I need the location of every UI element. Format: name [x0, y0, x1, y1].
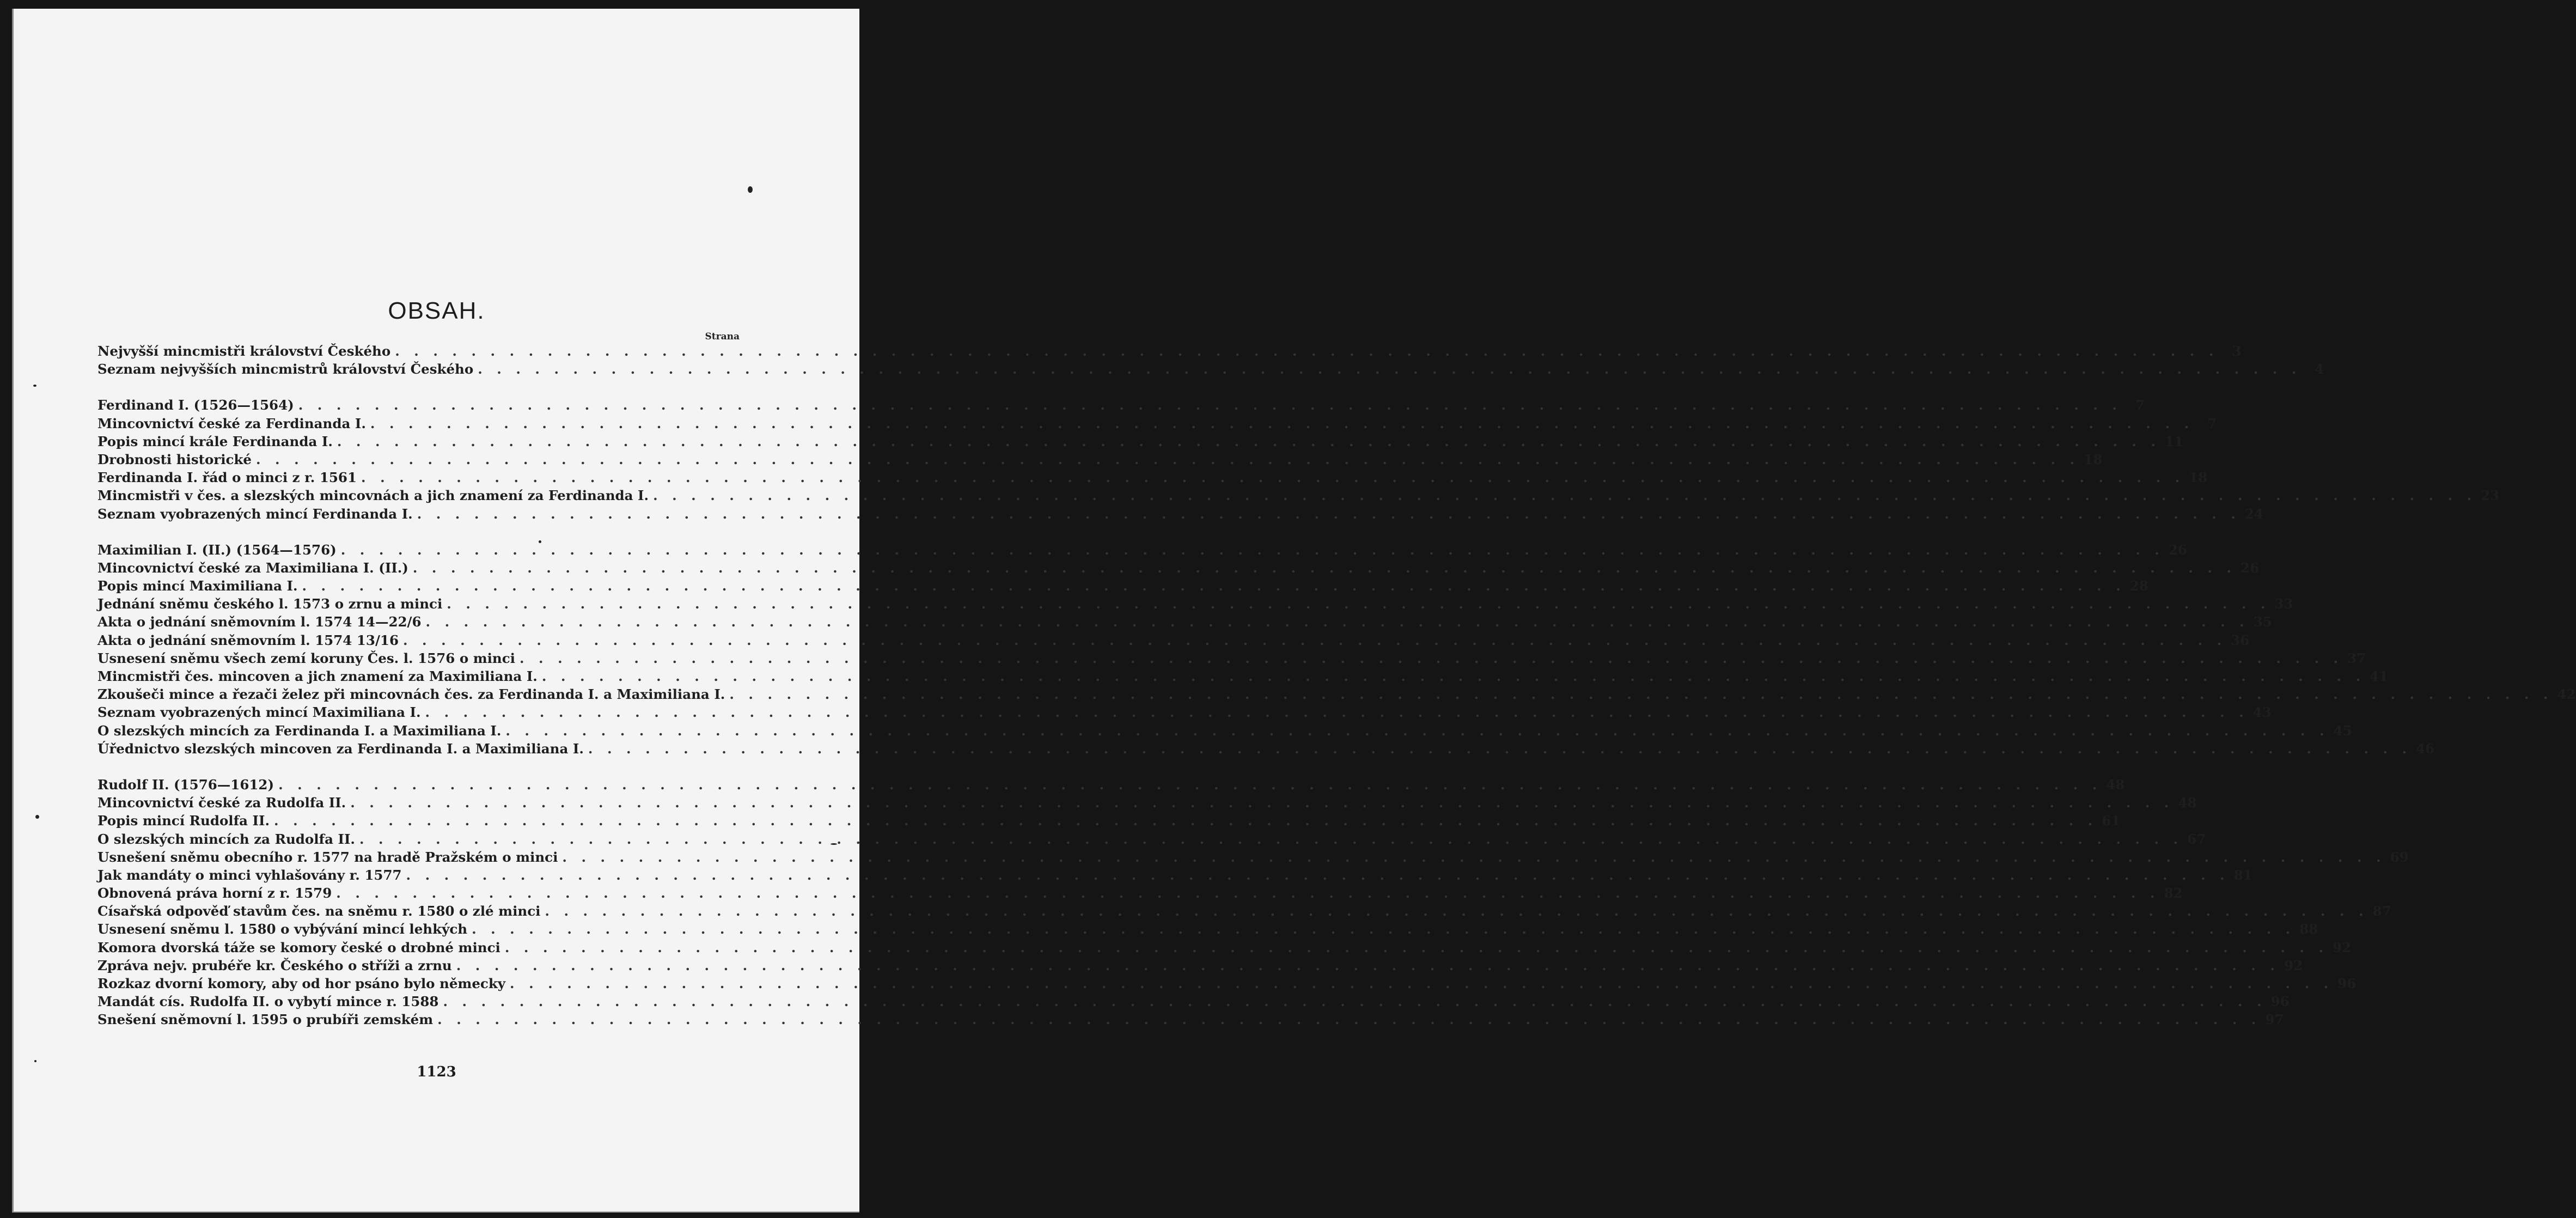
toc-entry — [97, 470, 2208, 488]
dot-leader — [729, 686, 2553, 702]
dot-leader — [350, 795, 2174, 811]
toc-entry-title: Jednání sněmu českého l. 1573 o zrnu a minci — [97, 596, 443, 612]
toc-entry — [97, 903, 2391, 921]
dot-leader — [302, 578, 2126, 594]
toc-entry-title: Mandát cís. Rudolfa II. o vybytí mince r. 1588 — [97, 994, 439, 1010]
toc-entry-title: Nejvyšší mincmistři království Českého — [97, 343, 391, 359]
toc-entry-page: 45 — [2333, 722, 2352, 739]
dot-leader — [370, 416, 2194, 431]
toc-entry — [97, 614, 2272, 632]
toc-entry-page: 18 — [2084, 451, 2103, 467]
toc-entry — [97, 831, 2206, 849]
toc-entry — [97, 488, 2500, 506]
dot-leader — [443, 994, 2266, 1009]
toc-group-maximilian — [97, 541, 2576, 759]
toc-entry-page: 41 — [2369, 668, 2389, 684]
toc-entry — [97, 704, 2272, 722]
toc-entry-title: Zkoušeči mince a řezači želez při mincovnách čes. za Ferdinanda I. a Maximiliana I. — [97, 686, 725, 703]
dot-leader — [298, 397, 2122, 413]
toc-entry — [97, 686, 2576, 704]
toc-entry — [97, 849, 2409, 867]
toc-entry — [97, 957, 2303, 976]
toc-entry-title: Rozkaz dvorní komory, aby od hor psáno bylo německy — [97, 976, 506, 991]
toc-entry — [97, 921, 2318, 939]
toc-entry — [97, 361, 2324, 379]
toc-entry-title: Jak mandáty o minci vyhlašovány r. 1577 — [97, 867, 402, 883]
dot-leader — [426, 614, 2249, 630]
toc-entry-title: Usnesení sněmu všech zemí koruny Čes. l. 1576 o minci — [97, 650, 515, 666]
toc-entry-page: 42 — [2557, 686, 2576, 703]
toc-entry-title: Akta o jednání sněmovním l. 1574 13/16 — [97, 632, 399, 648]
toc-entry-page: 36 — [2231, 632, 2250, 648]
toc-entry-title: Popis mincí Maximiliana I. — [97, 578, 298, 594]
dot-leader — [395, 343, 2218, 359]
dot-leader — [562, 849, 2385, 865]
toc-entry-page: 67 — [2187, 831, 2206, 847]
toc-entry — [97, 776, 2125, 795]
toc-entry-page: 48 — [2106, 776, 2125, 793]
dot-leader — [406, 867, 2230, 883]
dot-leader — [472, 921, 2295, 937]
scan-speck — [748, 186, 753, 193]
toc-entry-page: 61 — [2102, 813, 2121, 829]
toc-entry-title: Akta o jednání sněmovním l. 1574 14—22/6 — [97, 614, 422, 630]
toc-entry-page: 33 — [2274, 596, 2293, 612]
toc-entry — [97, 976, 2357, 994]
toc-entry-title: Snešení sněmovní l. 1595 o prubíři zemském — [97, 1012, 434, 1028]
toc-entry-title: Popis mincí krále Ferdinanda I. — [97, 433, 333, 449]
toc-entry-page: 97 — [2265, 1012, 2284, 1028]
toc-entry — [97, 650, 2366, 668]
dot-leader — [341, 542, 2164, 558]
toc-entry-title: Usnesení sněmu l. 1580 o vybývání mincí lehkých — [97, 921, 468, 937]
toc-entry-title: Císařská odpověď stavům čes. na sněmu r. 1580 o zlé minci — [97, 903, 541, 919]
page-title: OBSAH. — [388, 297, 485, 324]
scanned-page — [12, 9, 2576, 1213]
toc-entry-title: Seznam nejvyšších mincmistrů království Českého — [97, 361, 474, 377]
dot-leader — [413, 560, 2236, 576]
toc-entry-title: Rudolf II. (1576—1612) — [97, 776, 274, 793]
dot-leader — [520, 650, 2343, 666]
toc-entry — [97, 740, 2435, 759]
toc-entry-title: Maximilian I. (II.) (1564—1576) — [97, 541, 337, 558]
page-number: 1123 — [417, 1064, 456, 1080]
toc-entry — [97, 578, 2148, 596]
toc-entry-title: O slezských mincích za Ferdinanda I. a Maximiliana I. — [97, 722, 502, 739]
toc-entry-page: 88 — [2299, 921, 2318, 937]
toc-entry — [97, 722, 2352, 741]
dot-leader — [456, 958, 2280, 973]
dot-leader — [542, 668, 2365, 684]
toc-entry-title: Úřednictvo slezských mincoven za Ferdinanda I. a Maximiliana I. — [97, 740, 584, 757]
dot-leader — [336, 885, 2159, 901]
scan-speck — [33, 385, 36, 387]
toc-entry-title: Mincovnictví české za Maximiliana I. (II.) — [97, 559, 408, 576]
toc-entry-title: Mincovnictví české za Rudolfa II. — [97, 795, 346, 811]
toc-entry-title: Zpráva nejv. prubéře kr. Českého o stříži a zrnu — [97, 957, 452, 973]
toc-entry-page: 7 — [2207, 415, 2217, 431]
table-of-contents — [97, 343, 2576, 1048]
toc-entry-title: Usnešení sněmu obecního r. 1577 na hradě Pražském o minci — [97, 849, 558, 865]
scan-speck — [831, 843, 837, 845]
dot-leader — [653, 488, 2476, 503]
toc-entry — [97, 1012, 2284, 1030]
toc-entry — [97, 813, 2121, 831]
dot-leader — [337, 434, 2160, 449]
toc-entry-title: Ferdinanda I. řád o minci z r. 1561 — [97, 470, 357, 486]
toc-entry-page: 48 — [2178, 795, 2197, 811]
dot-leader — [425, 704, 2249, 720]
toc-entry-page: 87 — [2372, 903, 2391, 919]
dot-leader — [588, 741, 2412, 757]
dot-leader — [545, 903, 2368, 919]
toc-entry-page: 96 — [2337, 976, 2357, 991]
toc-entry-page: 26 — [2168, 541, 2187, 558]
scan-speck — [34, 1060, 36, 1062]
toc-entry-page: 37 — [2347, 650, 2366, 666]
dot-leader — [278, 777, 2102, 793]
toc-entry-page: 82 — [2164, 885, 2183, 902]
dot-leader — [361, 470, 2184, 485]
toc-entry — [97, 632, 2250, 650]
toc-entry — [97, 939, 2352, 958]
dot-leader — [505, 940, 2328, 955]
toc-entry — [97, 343, 2242, 361]
toc-entry-page: 92 — [2284, 957, 2303, 973]
toc-entry-page: 23 — [2481, 488, 2500, 504]
toc-entry-page: 7 — [2135, 397, 2145, 413]
dot-leader — [447, 596, 2270, 612]
toc-entry-title: Mincmistři v čes. a slezských mincovnách a jich znamení za Ferdinanda I. — [97, 488, 649, 504]
toc-entry-title: Komora dvorská táže se komory české o drobné minci — [97, 939, 500, 955]
toc-entry-title: Drobnosti historické — [97, 451, 252, 467]
toc-entry-page: 26 — [2241, 559, 2260, 576]
dot-leader — [403, 632, 2226, 648]
toc-entry-page: 24 — [2244, 506, 2263, 522]
toc-entry-title: Ferdinand I. (1526—1564) — [97, 397, 294, 413]
toc-entry-page: 18 — [2189, 470, 2208, 486]
toc-entry-page: 43 — [2253, 704, 2272, 721]
toc-group-intro — [97, 343, 2324, 379]
toc-entry-page: 92 — [2332, 939, 2352, 955]
toc-group-rudolf — [97, 776, 2409, 1030]
dot-leader — [510, 976, 2333, 991]
toc-entry — [97, 596, 2293, 614]
toc-entry-title: Obnovená práva horní z r. 1579 — [97, 885, 332, 902]
toc-entry — [97, 994, 2290, 1012]
toc-entry-page: 11 — [2165, 433, 2184, 449]
toc-entry-title: Seznam vyobrazených mincí Ferdinanda I. — [97, 506, 413, 522]
toc-entry-page: 35 — [2253, 614, 2272, 630]
toc-entry — [97, 433, 2184, 452]
dot-leader — [505, 723, 2329, 739]
toc-entry-page: 28 — [2129, 578, 2148, 594]
toc-entry-title: Seznam vyobrazených mincí Maximiliana I. — [97, 704, 421, 721]
toc-entry — [97, 885, 2183, 903]
toc-entry-title: O slezských mincích za Rudolfa II. — [97, 831, 355, 847]
toc-entry-page: 69 — [2390, 849, 2409, 865]
toc-entry — [97, 506, 2263, 524]
toc-entry-title: Popis mincí Rudolfa II. — [97, 813, 270, 829]
toc-entry-page: 96 — [2270, 994, 2290, 1010]
toc-entry — [97, 795, 2197, 813]
toc-group-ferdinand — [97, 397, 2500, 523]
toc-entry-page: 3 — [2232, 343, 2242, 359]
dot-leader — [417, 506, 2241, 522]
toc-entry-title: Mincmistři čes. mincoven a jich znamení za Maximiliana I. — [97, 668, 538, 684]
dot-leader — [359, 831, 2183, 847]
toc-entry-title: Mincovnictví české za Ferdinanda I. — [97, 415, 366, 431]
toc-entry — [97, 415, 2217, 434]
toc-entry — [97, 559, 2260, 578]
toc-entry-page: 4 — [2315, 361, 2324, 377]
toc-entry — [97, 668, 2389, 686]
scan-speck — [539, 540, 541, 543]
toc-entry-page: 46 — [2416, 740, 2435, 757]
dot-leader — [256, 452, 2079, 467]
scan-speck — [35, 815, 39, 819]
page-column-header: Strana — [705, 331, 740, 342]
toc-entry-page: 81 — [2233, 867, 2253, 883]
toc-entry — [97, 541, 2187, 560]
dot-leader — [274, 813, 2097, 829]
toc-entry — [97, 397, 2145, 415]
toc-entry — [97, 867, 2253, 885]
toc-entry — [97, 451, 2103, 470]
dot-leader — [478, 361, 2301, 377]
dot-leader — [437, 1012, 2261, 1027]
